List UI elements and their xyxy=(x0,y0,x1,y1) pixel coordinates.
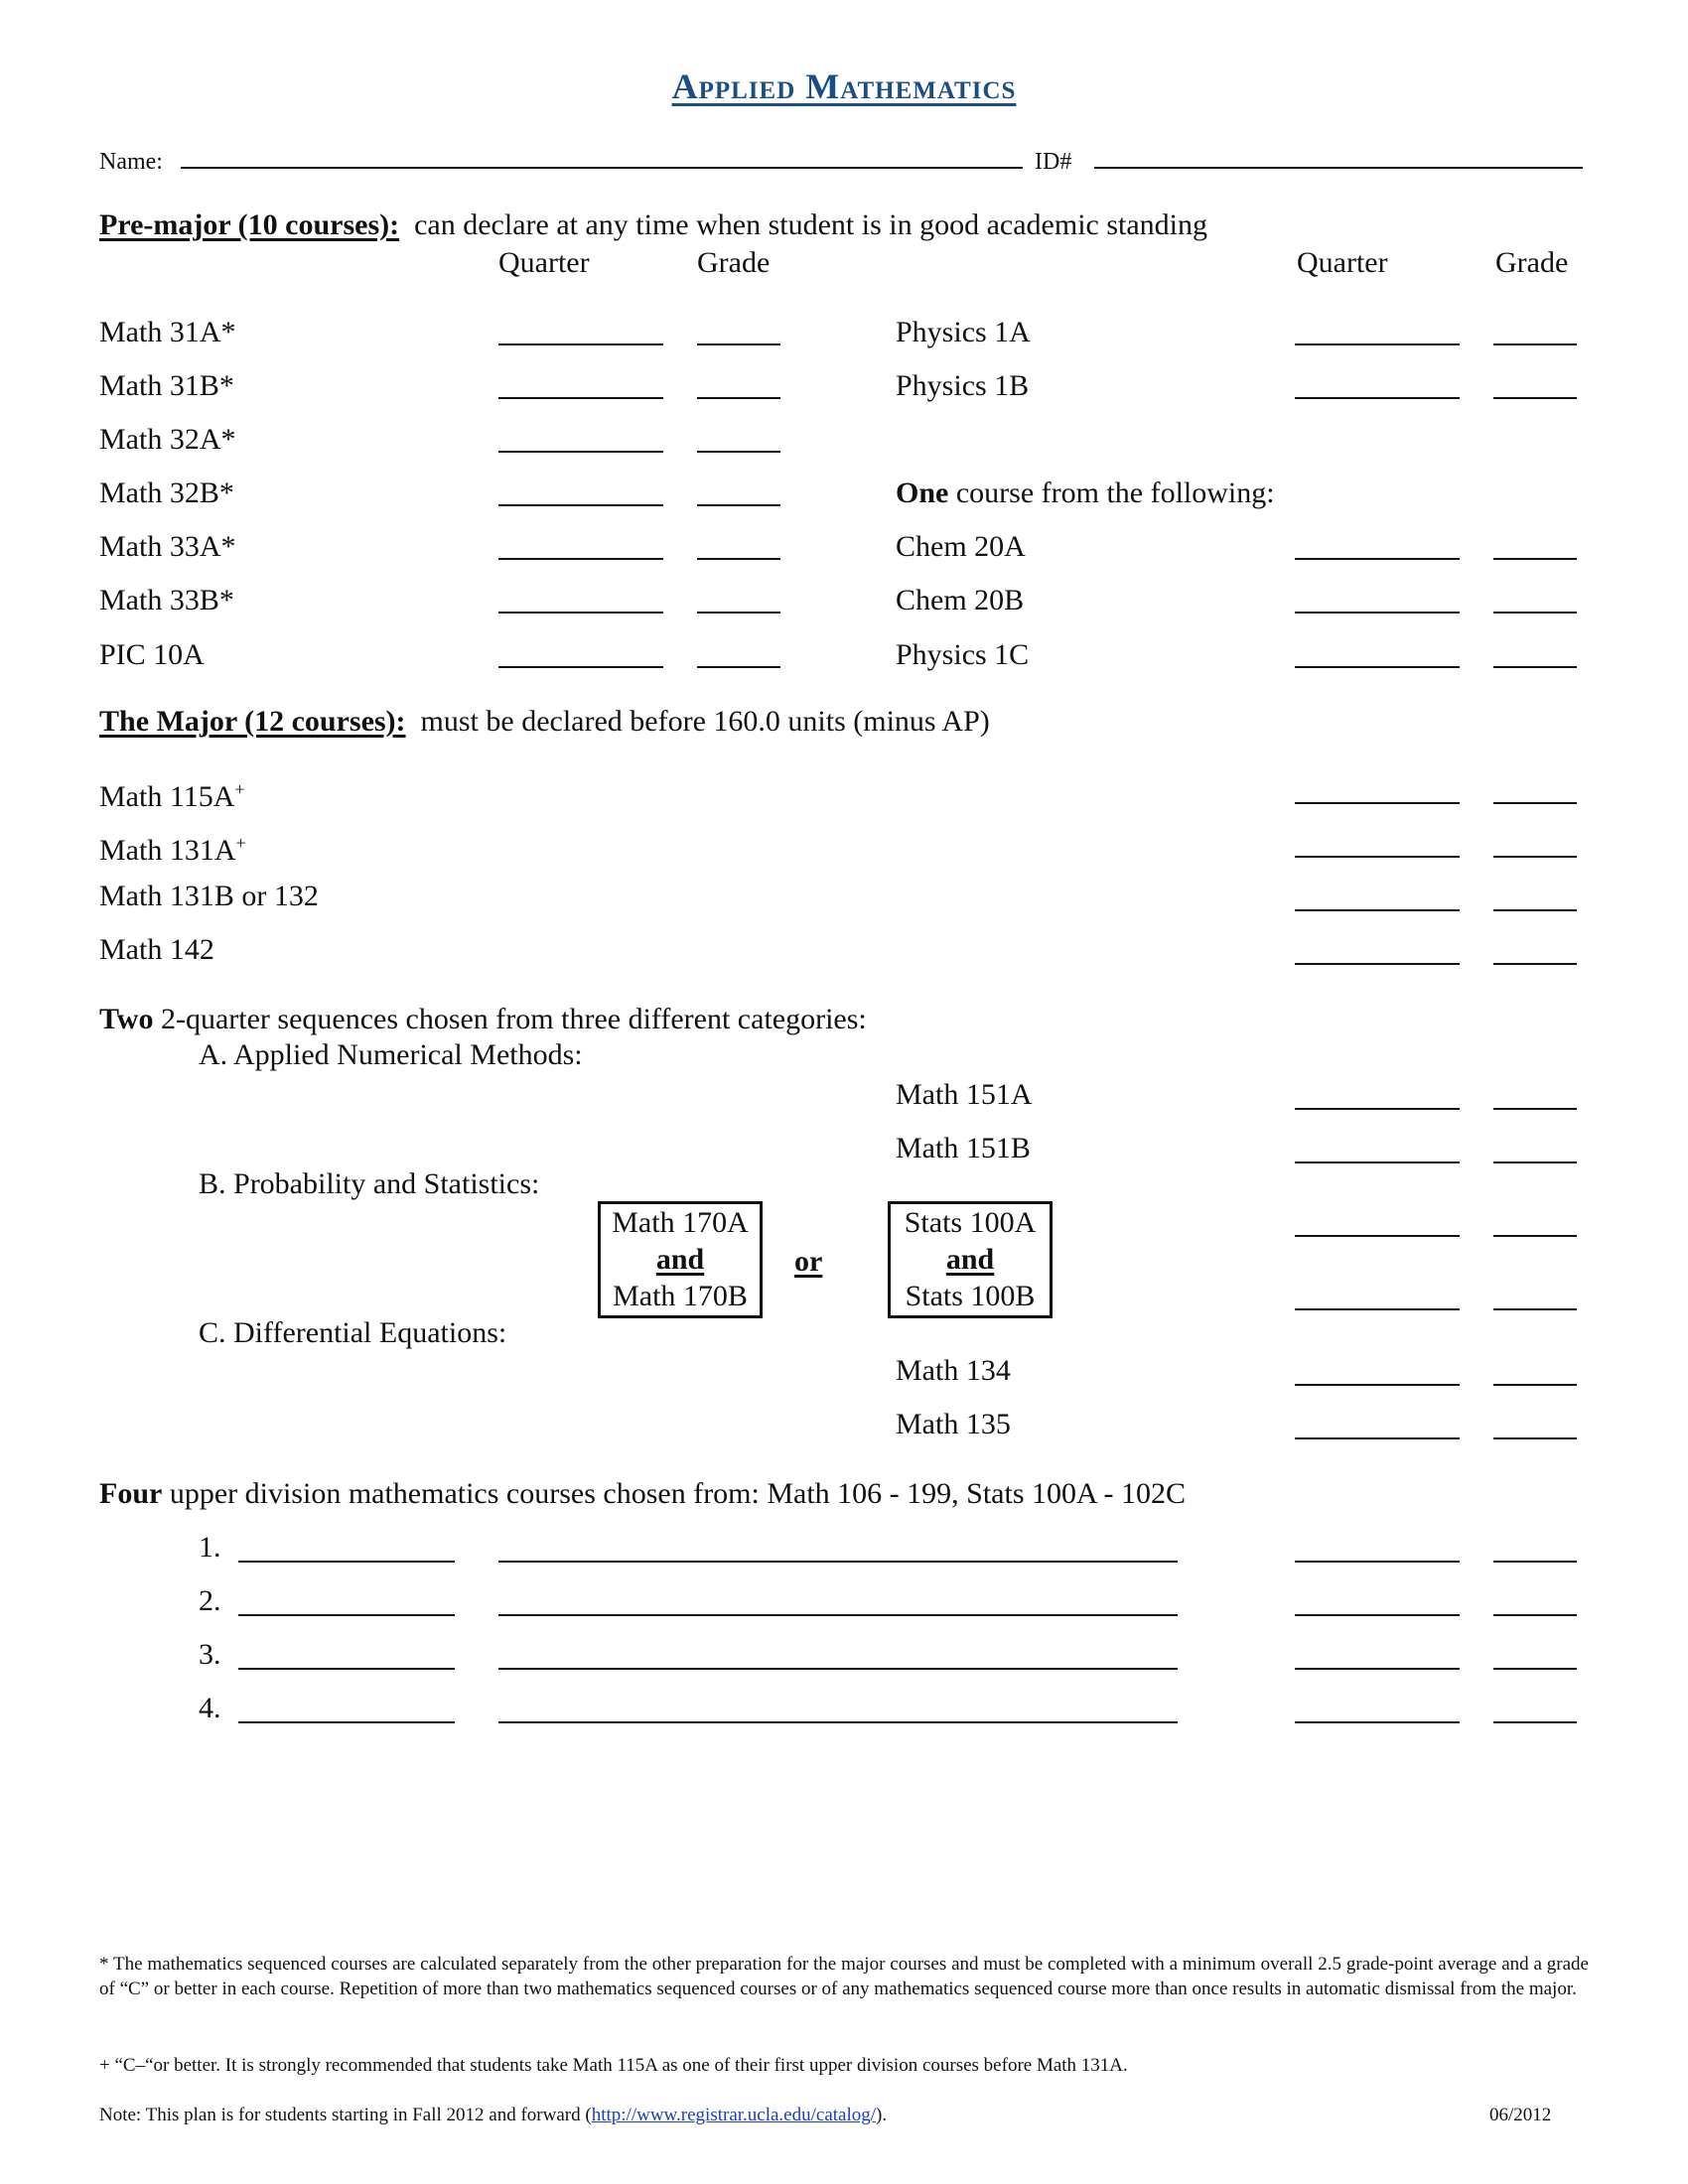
quarter-field[interactable] xyxy=(1295,343,1460,345)
quarter-field[interactable] xyxy=(1295,558,1460,560)
quarter-field[interactable] xyxy=(1295,666,1460,668)
quarter-field[interactable] xyxy=(1295,397,1460,399)
name-field[interactable] xyxy=(181,167,1023,169)
grade-field[interactable] xyxy=(1493,1308,1577,1310)
grade-field[interactable] xyxy=(1493,802,1577,804)
box-line: Math 170B xyxy=(613,1280,748,1312)
quarter-field[interactable] xyxy=(1295,1561,1460,1563)
course-number-field[interactable] xyxy=(238,1614,455,1616)
grade-field[interactable] xyxy=(1493,856,1577,858)
course-number-field[interactable] xyxy=(238,1721,455,1723)
grade-field[interactable] xyxy=(1493,666,1577,668)
quarter-field[interactable] xyxy=(498,504,663,506)
upper-number-4: 4. xyxy=(199,1692,221,1724)
grade-field[interactable] xyxy=(697,558,780,560)
box-and: and xyxy=(655,1243,705,1276)
one-bold: One xyxy=(896,477,949,509)
course-number-field[interactable] xyxy=(238,1561,455,1563)
course-number-field[interactable] xyxy=(238,1668,455,1670)
box-line: Stats 100B xyxy=(905,1280,1036,1312)
date-label: 06/2012 xyxy=(1489,2105,1552,2125)
upper-number-1: 1. xyxy=(199,1531,221,1564)
course-physics-1c: Physics 1C xyxy=(896,638,1030,671)
major-heading: The Major (12 courses): xyxy=(99,705,406,738)
quarter-field[interactable] xyxy=(1295,1437,1460,1439)
grade-header-left: Grade xyxy=(697,246,771,279)
course-math-115a xyxy=(99,772,245,814)
plus-mark: + xyxy=(235,833,246,853)
quarter-field[interactable] xyxy=(1295,856,1460,858)
grade-field[interactable] xyxy=(1493,963,1577,965)
course-math-33a: Math 33A* xyxy=(99,530,236,563)
quarter-field[interactable] xyxy=(498,612,663,614)
one-course-note xyxy=(896,477,1275,510)
course-title-field[interactable] xyxy=(498,1668,1178,1670)
quarter-field[interactable] xyxy=(498,343,663,345)
grade-field[interactable] xyxy=(1493,343,1577,345)
course-math-32b: Math 32B* xyxy=(99,477,234,509)
plus-mark: + xyxy=(234,779,245,799)
quarter-field[interactable] xyxy=(1295,612,1460,614)
course-math-33b: Math 33B* xyxy=(99,584,234,616)
grade-field[interactable] xyxy=(1493,909,1577,911)
course-math-131b-or-132: Math 131B or 132 xyxy=(99,880,319,912)
quarter-field[interactable] xyxy=(1295,909,1460,911)
quarter-field[interactable] xyxy=(498,666,663,668)
course-title-field[interactable] xyxy=(498,1614,1178,1616)
upper-number-2: 2. xyxy=(199,1584,221,1617)
grade-field[interactable] xyxy=(1493,397,1577,399)
box-line: Math 170A xyxy=(612,1206,749,1239)
quarter-field[interactable] xyxy=(1295,1668,1460,1670)
quarter-field[interactable] xyxy=(498,451,663,453)
grade-field[interactable] xyxy=(697,612,780,614)
grade-field[interactable] xyxy=(1493,1108,1577,1110)
upper-number-3: 3. xyxy=(199,1638,221,1671)
quarter-field[interactable] xyxy=(1295,1308,1460,1310)
two-rest: 2-quarter sequences chosen from three different categories: xyxy=(160,1003,867,1035)
grade-field[interactable] xyxy=(1493,558,1577,560)
four-bold: Four xyxy=(99,1477,163,1510)
footnote-star: * The mathematics sequenced courses are calculated separately from the other preparation for the major courses and must be completed with a minimum overall 2.5 grade-point average and a grade of “C” or better in each course. Repetition of more than two mathematics sequenced courses or of any mathematics sequenced course more than once results in automatic dismissal from the major. xyxy=(99,1954,1589,1999)
sequences-intro xyxy=(99,1003,867,1036)
quarter-field[interactable] xyxy=(1295,1108,1460,1110)
grade-field[interactable] xyxy=(1493,1437,1577,1439)
premajor-heading: Pre-major (10 courses): xyxy=(99,208,400,241)
grade-field[interactable] xyxy=(1493,1235,1577,1237)
grade-field[interactable] xyxy=(1493,1561,1577,1563)
course-chem-20a: Chem 20A xyxy=(896,530,1026,563)
two-bold: Two xyxy=(99,1003,154,1035)
footnote-plus: + “C–“or better. It is strongly recommended that students take Math 115A as one of their first upper division courses before Math 131A. xyxy=(99,2055,1128,2076)
category-b: B. Probability and Statistics: xyxy=(199,1167,540,1200)
category-c: C. Differential Equations: xyxy=(199,1316,507,1349)
course-math-151a: Math 151A xyxy=(896,1078,1033,1111)
grade-field[interactable] xyxy=(697,666,780,668)
course-physics-1b: Physics 1B xyxy=(896,369,1030,402)
course-math-31a: Math 31A* xyxy=(99,316,236,348)
name-label: Name: xyxy=(99,149,163,175)
course-physics-1a: Physics 1A xyxy=(896,316,1031,348)
math-170-box xyxy=(598,1201,763,1318)
premajor-header xyxy=(99,208,1207,242)
quarter-field[interactable] xyxy=(498,558,663,560)
grade-field[interactable] xyxy=(697,343,780,345)
quarter-header-right: Quarter xyxy=(1297,246,1388,279)
note-suffix: ). xyxy=(876,2105,888,2125)
note-prefix: Note: This plan is for students starting in Fall 2012 and forward ( xyxy=(99,2105,592,2125)
box-line: Stats 100A xyxy=(904,1206,1037,1239)
premajor-note: can declare at any time when student is in good academic standing xyxy=(414,208,1208,241)
course-math-142: Math 142 xyxy=(99,933,214,966)
grade-field[interactable] xyxy=(1493,1384,1577,1386)
catalog-link[interactable]: http://www.registrar.ucla.edu/catalog/ xyxy=(591,2105,877,2125)
course-math-31b: Math 31B* xyxy=(99,369,234,402)
grade-field[interactable] xyxy=(1493,612,1577,614)
grade-header-right: Grade xyxy=(1495,246,1569,279)
quarter-header-left: Quarter xyxy=(498,246,590,279)
course-title-field[interactable] xyxy=(498,1721,1178,1723)
four-rest: upper division mathematics courses chosen from: Math 106 - 199, Stats 100A - 102C xyxy=(169,1477,1187,1510)
grade-field[interactable] xyxy=(697,504,780,506)
quarter-field[interactable] xyxy=(1295,1161,1460,1163)
course-math-131a xyxy=(99,826,246,868)
grade-field[interactable] xyxy=(697,397,780,399)
box-and: and xyxy=(945,1243,995,1276)
course-math-151b: Math 151B xyxy=(896,1132,1031,1164)
course-label: Math 131A xyxy=(99,834,236,867)
footnote-note xyxy=(99,2103,1092,2127)
quarter-field[interactable] xyxy=(1295,1384,1460,1386)
quarter-field[interactable] xyxy=(1295,963,1460,965)
quarter-field[interactable] xyxy=(1295,1614,1460,1616)
grade-field[interactable] xyxy=(1493,1614,1577,1616)
category-a: A. Applied Numerical Methods: xyxy=(199,1038,583,1071)
quarter-field[interactable] xyxy=(1295,1721,1460,1723)
major-note: must be declared before 160.0 units (minus AP) xyxy=(420,705,990,738)
course-chem-20b: Chem 20B xyxy=(896,584,1025,616)
major-header xyxy=(99,705,990,739)
one-rest: course from the following: xyxy=(955,477,1275,509)
upper-intro xyxy=(99,1477,1186,1511)
grade-field[interactable] xyxy=(1493,1161,1577,1163)
stats-100-box xyxy=(888,1201,1053,1318)
id-label: ID# xyxy=(1035,149,1072,175)
course-pic-10a: PIC 10A xyxy=(99,638,205,671)
grade-field[interactable] xyxy=(697,451,780,453)
quarter-field[interactable] xyxy=(1295,1235,1460,1237)
quarter-field[interactable] xyxy=(1295,802,1460,804)
or-label: or xyxy=(794,1245,823,1278)
page-title: Applied Mathematics xyxy=(671,67,1017,106)
course-title-field[interactable] xyxy=(498,1561,1178,1563)
quarter-field[interactable] xyxy=(498,397,663,399)
grade-field[interactable] xyxy=(1493,1721,1577,1723)
course-math-135: Math 135 xyxy=(896,1408,1011,1440)
course-math-134: Math 134 xyxy=(896,1354,1011,1387)
grade-field[interactable] xyxy=(1493,1668,1577,1670)
course-label: Math 115A xyxy=(99,780,235,813)
id-field[interactable] xyxy=(1094,167,1583,169)
course-math-32a: Math 32A* xyxy=(99,423,236,456)
